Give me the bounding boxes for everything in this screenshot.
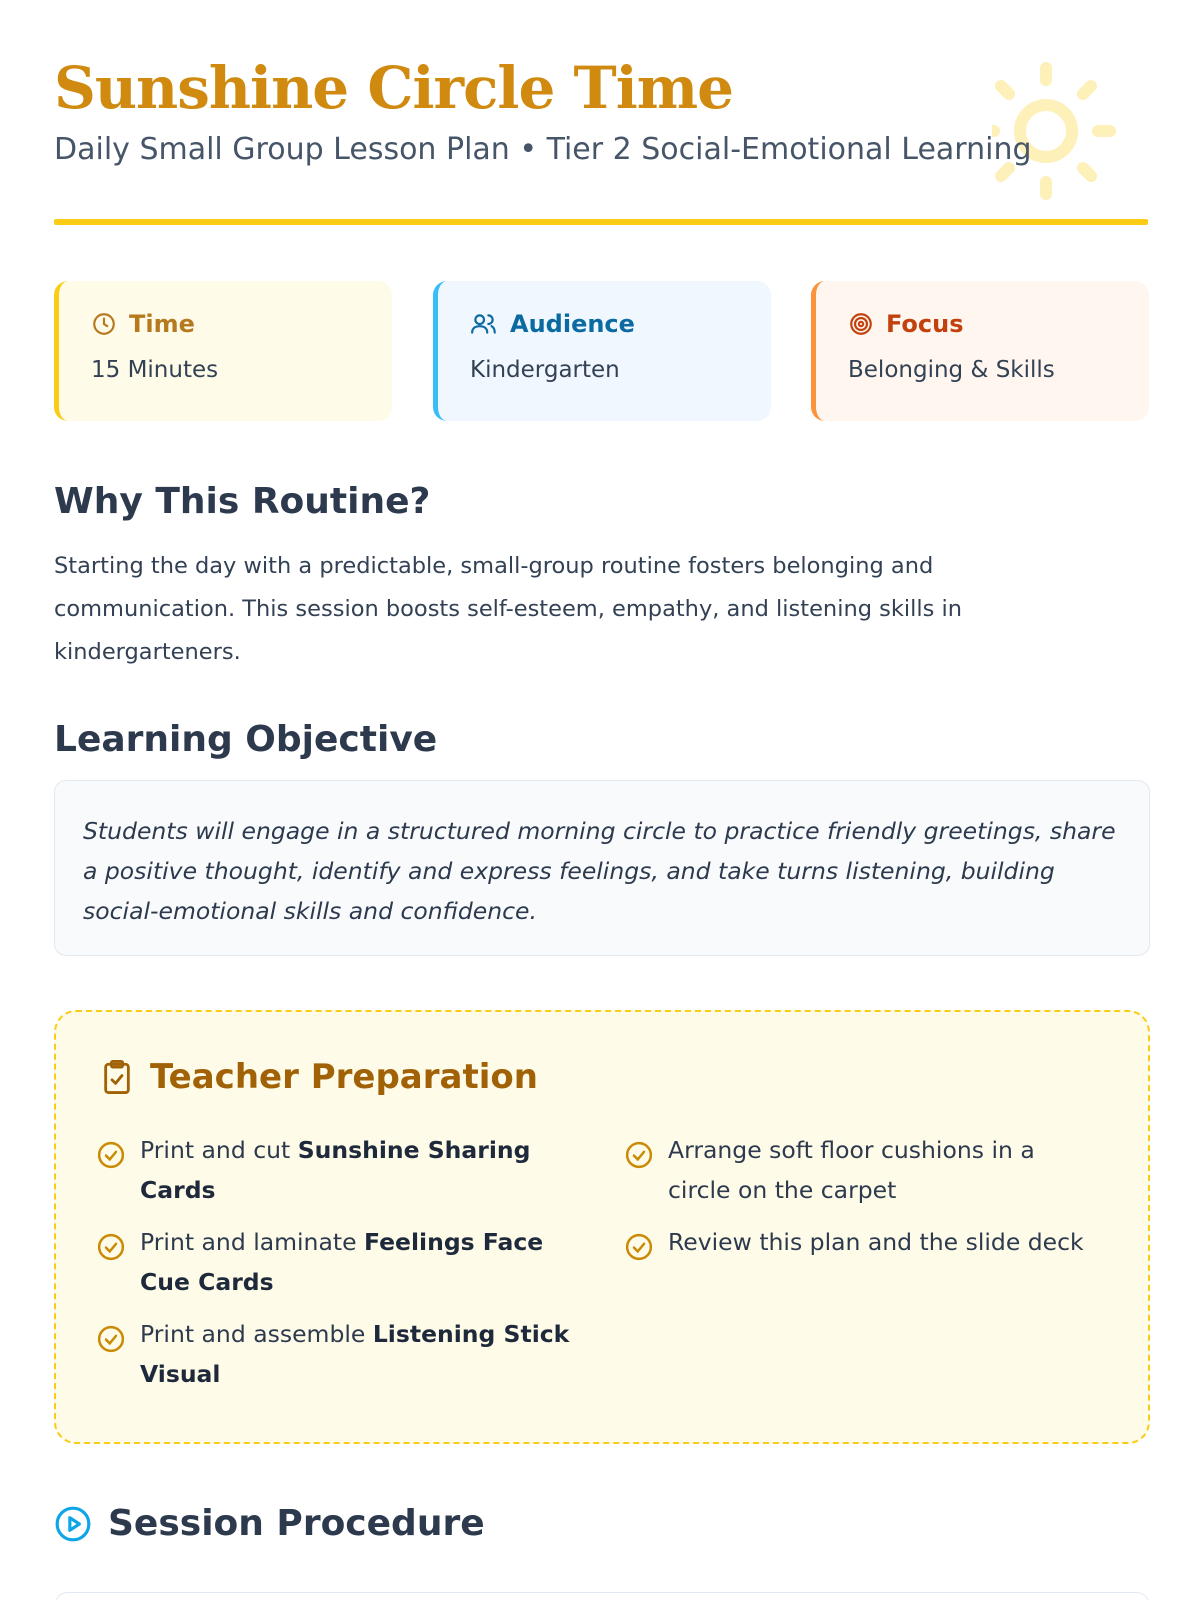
why-line: communication. This session boosts self-esteem, empathy, and listening skills in	[54, 596, 963, 622]
objective-line: a positive thought, identify and express feelings, and take turns listening, building	[83, 857, 1055, 885]
objective-line: social-emotional skills and confidence.	[83, 897, 537, 925]
users-icon	[470, 311, 498, 337]
prep-item-text: Arrange soft floor cushions in a	[668, 1136, 1035, 1164]
focus-card	[811, 281, 1149, 421]
objective-heading: Learning Objective	[54, 719, 438, 760]
time-card	[54, 281, 392, 421]
prep-item	[96, 1222, 576, 1302]
teacher-preparation-panel	[54, 1010, 1150, 1444]
prep-item-text: Print and assemble	[140, 1320, 373, 1348]
check-circle-icon	[96, 1324, 126, 1354]
prep-item-bold: Cue Cards	[140, 1268, 274, 1296]
why-paragraph	[54, 545, 1054, 674]
prep-item-text: Review this plan and the slide deck	[668, 1228, 1084, 1256]
time-label: Time	[129, 310, 195, 338]
check-circle-icon	[624, 1232, 654, 1262]
prep-item-bold: Listening Stick	[372, 1320, 570, 1348]
prep-item	[96, 1314, 596, 1394]
header-block	[54, 52, 1148, 170]
procedure-header	[54, 1502, 485, 1546]
focus-label: Focus	[886, 310, 964, 338]
prep-item-text: circle on the carpet	[668, 1176, 897, 1204]
check-circle-icon	[96, 1232, 126, 1262]
prep-item-bold: Sunshine Sharing	[297, 1136, 531, 1164]
prep-item-bold: Cards	[140, 1176, 216, 1204]
objective-line: Students will engage in a structured morning circle to practice friendly greetings, share	[83, 817, 1116, 845]
focus-value: Belonging & Skills	[848, 357, 1055, 383]
prep-item-bold: Feelings Face	[364, 1228, 544, 1256]
why-heading: Why This Routine?	[54, 481, 431, 522]
audience-value: Kindergarten	[470, 357, 620, 383]
prep-item	[624, 1130, 1104, 1210]
prep-item-bold: Visual	[140, 1360, 221, 1388]
procedure-heading: Session Procedure	[108, 1503, 485, 1544]
check-circle-icon	[96, 1140, 126, 1170]
check-circle-icon	[624, 1140, 654, 1170]
prep-item	[96, 1130, 556, 1210]
target-icon	[848, 311, 874, 337]
prep-heading: Teacher Preparation	[150, 1057, 538, 1097]
page-title: Sunshine Circle Time	[54, 54, 734, 122]
audience-label: Audience	[510, 310, 635, 338]
audience-card	[433, 281, 771, 421]
page-subtitle: Daily Small Group Lesson Plan • Tier 2 Social-Emotional Learning	[54, 132, 1032, 167]
objective-box	[54, 780, 1150, 956]
time-value: 15 Minutes	[91, 357, 219, 383]
clock-icon	[91, 311, 117, 337]
why-line: kindergarteners.	[54, 639, 241, 665]
header-divider	[54, 219, 1148, 225]
procedure-card	[54, 1592, 1150, 1600]
why-line: Starting the day with a predictable, small-group routine fosters belonging and	[54, 553, 934, 579]
prep-item-text: Print and laminate	[140, 1228, 364, 1256]
prep-item-text: Print and cut	[140, 1136, 298, 1164]
play-circle-icon	[54, 1505, 92, 1543]
clipboard-check-icon	[100, 1058, 134, 1096]
prep-item	[624, 1222, 1124, 1274]
